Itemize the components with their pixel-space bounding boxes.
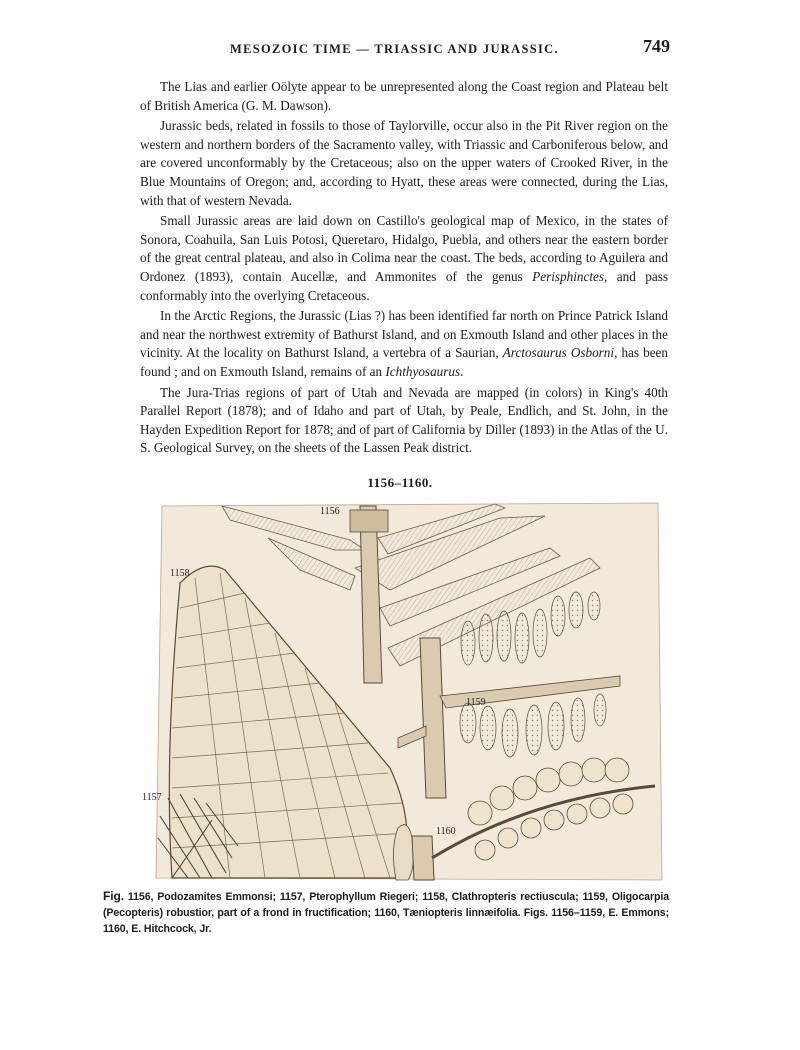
paragraph-3-text-b: , and pass conformably into the overlying Cretaceous. [140, 268, 669, 303]
page-number: 749 [643, 36, 670, 56]
paragraph-2: Jurassic beds, related in fossils to those of Taylorville, occur also in the Pit River region on the western and northern borders of the Sacramento valley, with Triassic and Carboniferous below, and are covered unconformably by the Cretaceous; also on the upper waters of Crooked River, in the Blue Mountains of Oregon; and, according to Hyatt, these areas were connected, during the Lias, with that of western Nevada. [140, 118, 668, 208]
paragraph-3-text-a: Small Jurassic areas are laid down on Castillo's geological map of Mexico, in the states of Sonora, Coahuila, San Luis Potosi, Queretaro, Hidalgo, Puebla, and others near the eastern border of the great central plateau, and also in Colima near the coast. The beds, according to Aguilera and Ordonez (1893), contain Aucellæ, and Ammonites of the genus [140, 213, 668, 284]
species-arctosaurus: Arctosaurus Osborni [502, 345, 615, 361]
label-1159: 1159 [466, 697, 486, 708]
paragraph-4-text-b: , has been found ; and on Exmouth Island, remains of an [140, 345, 669, 379]
paragraph-5: The Jura-Trias regions of part of Utah and Nevada are mapped (in colors) in King's 40th Parallel Report (1878); and of Idaho and part of Utah, by Peale, Endlich, and St. John, in the Hayden Expedition Report for 1878; and of part of California by Diller (1893) in the Atlas of the U. S. Geological Survey, on the sheets of the Lassen Peak district. [140, 384, 668, 456]
running-head: MESOZOIC TIME — TRIASSIC AND JURASSIC. [230, 42, 559, 56]
paragraph-4-text-a: In the Arctic Regions, the Jurassic (Lias ?) has been identified far north on Prince Patrick Island and near the northwest extremity of Bathurst Island, and on Exmouth Island and other places in the vicinity. At the locality on Bathurst Island, a vertebra of a Saurian, [140, 308, 668, 361]
genus-perisphinctes: Perisphinctes [532, 268, 604, 284]
fossil-plate-illustration [142, 498, 670, 883]
label-1156: 1156 [320, 506, 340, 517]
genus-ichthyosaurus: Ichthyosaurus [385, 363, 461, 379]
paragraph-1: The Lias and earlier Oölyte appear to be unrepresented along the Coast region and Plateau belt of British America (G. M. Dawson). [140, 79, 668, 113]
label-1158: 1158 [170, 568, 190, 579]
paragraph-4 [140, 307, 668, 381]
body-text [140, 78, 668, 458]
figure-title: 1156–1160. [367, 475, 433, 490]
page-header [140, 38, 670, 62]
caption-text: 1156, Podozamites Emmonsi; 1157, Pterophyllum Riegeri; 1158, Clathropteris rectiuscula; 1159, Oligocarpia (Pecopteris) robustior, part of a frond in fructification; 1160, Tæniopteris linnæifolia. Figs. 1156–1159, E. Emmons; 1160, E. Hitchcock, Jr. [103, 891, 670, 935]
label-1160: 1160 [436, 826, 456, 837]
caption-lead: Fig. [103, 889, 124, 903]
figure-caption [103, 888, 669, 937]
paragraph-3 [140, 212, 668, 305]
paragraph-4-text-c: . [460, 363, 464, 379]
label-1157: 1157 [142, 792, 162, 803]
